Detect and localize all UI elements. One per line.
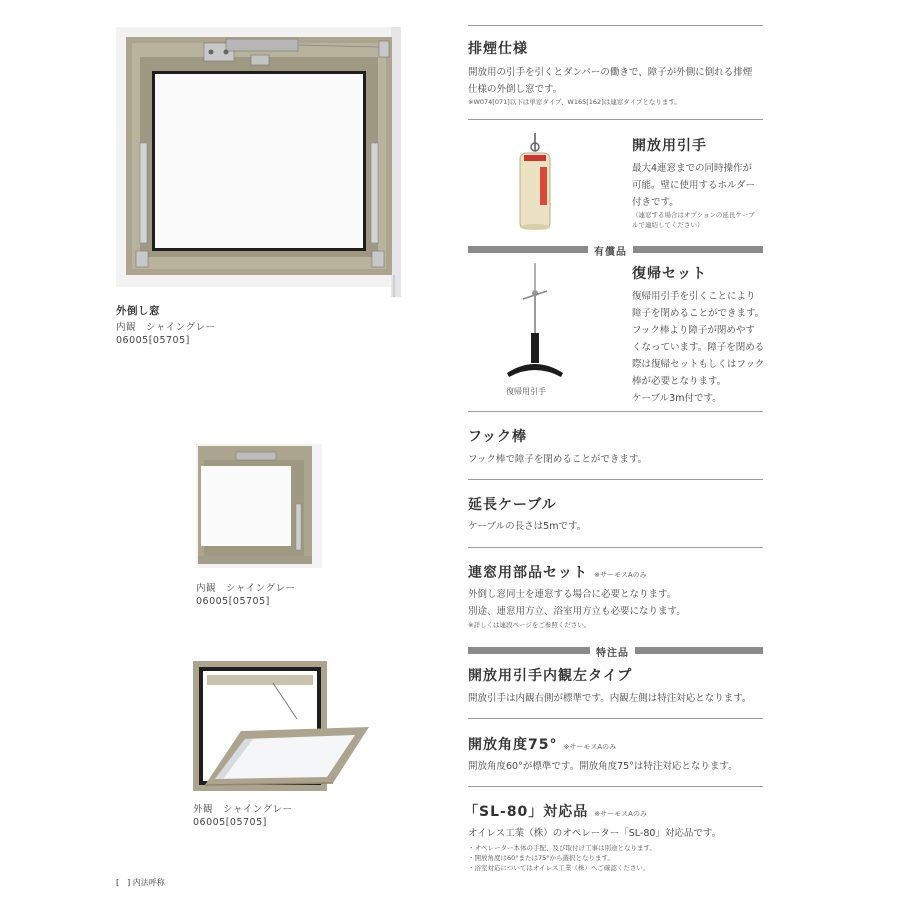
hook-body: フック棒で障子を閉めることができます。 bbox=[468, 454, 648, 465]
footer-note: [ ] 内法呼称 bbox=[116, 878, 165, 887]
third-window-caption-color: 外観 シャイングレー bbox=[193, 804, 293, 815]
sl80-title-note: ※サーモスAのみ bbox=[594, 810, 647, 818]
multi-body-line: 外倒し窓同士を連窓する場合に必要となります。 bbox=[468, 589, 677, 600]
return-handle-image-caption: 復帰用引手 bbox=[506, 387, 546, 396]
handle-body-line: 可能。壁に使用するホルダー bbox=[632, 180, 756, 191]
handle-note bbox=[632, 210, 755, 230]
handle-body bbox=[632, 160, 755, 211]
main-window-photo bbox=[116, 27, 401, 297]
smoke-body bbox=[468, 64, 752, 98]
main-window-caption-code: 06005[05705] bbox=[116, 335, 190, 346]
return-set-body-line: フック棒より障子が閉めやす bbox=[632, 325, 755, 336]
rule-top bbox=[468, 25, 763, 26]
smoke-body-line: 仕様の外倒し窓です。 bbox=[468, 84, 563, 95]
cable-title: 延長ケーブル bbox=[468, 497, 557, 513]
second-window-caption bbox=[196, 582, 296, 608]
angle-title bbox=[468, 734, 616, 754]
paid-item-label: 有償品 bbox=[588, 243, 633, 258]
sl80-body: オイレス工業（株）のオペレーター「SL-80」対応品です。 bbox=[468, 828, 722, 839]
return-handle-image bbox=[505, 263, 565, 383]
handle-title: 開放用引手 bbox=[632, 138, 707, 154]
special-item-label: 特注品 bbox=[590, 644, 635, 659]
rule bbox=[468, 479, 763, 480]
return-set-body-line: 障子を閉めることができます。 bbox=[632, 308, 765, 319]
handle-note-line: （連窓する場合はオプションの延長ケーブ bbox=[632, 211, 755, 219]
handle-note-line: ルで連結してください） bbox=[632, 221, 704, 229]
third-window-caption bbox=[193, 803, 293, 829]
return-set-body bbox=[632, 288, 764, 407]
left-type-body: 開放引手は内観右側が標準です。内観左側は特注対応となります。 bbox=[468, 693, 752, 704]
angle-body: 開放角度60°が標準です。開放角度75°は特注対応となります。 bbox=[468, 761, 738, 772]
multi-title-note: ※サーモスAのみ bbox=[594, 571, 647, 579]
angle-title-text: 開放角度75° bbox=[468, 737, 558, 753]
hook-title: フック棒 bbox=[468, 429, 528, 445]
rule bbox=[468, 411, 763, 412]
second-window-caption-color: 内観 シャイングレー bbox=[196, 583, 296, 594]
return-set-body-line: 復帰用引手を引くことにより bbox=[632, 291, 756, 302]
second-window-photo bbox=[196, 444, 322, 568]
multi-note: ※詳しくは連段ページをご参照ください。 bbox=[468, 621, 591, 629]
return-set-body-line: くなっています。障子を閉める bbox=[632, 342, 765, 353]
sl80-note-line: ・オペレーター本体の手配、及び取付け工事は別途となります。 bbox=[468, 844, 656, 852]
sl80-notes bbox=[468, 843, 656, 873]
sl80-note-line: ・浴室対応についてはオイレス工業（株）へご確認ください。 bbox=[468, 864, 650, 872]
main-window-caption bbox=[116, 305, 216, 347]
handle-body-line: 付きです。 bbox=[632, 197, 679, 208]
handle-image bbox=[512, 133, 558, 231]
rule bbox=[468, 786, 763, 787]
main-window-caption-title: 外倒し窓 bbox=[116, 305, 160, 317]
return-set-body-line: 際は復帰セットもしくはフック bbox=[632, 359, 765, 370]
return-set-body-line: 棒が必要となります。 bbox=[632, 376, 727, 387]
third-window-photo bbox=[193, 661, 371, 791]
rule bbox=[468, 718, 763, 719]
second-window-caption-code: 06005[05705] bbox=[196, 596, 270, 607]
return-set-body-line: ケーブル3m付です。 bbox=[632, 393, 722, 404]
cable-body: ケーブルの長さは5mです。 bbox=[468, 521, 587, 532]
sl80-title-text: 「SL-80」対応品 bbox=[464, 804, 589, 820]
rule bbox=[468, 547, 763, 548]
multi-title-text: 連窓用部品セット bbox=[468, 565, 588, 581]
return-set-title: 復帰セット bbox=[632, 266, 707, 282]
multi-body-line: 別途、連窓用方立、浴室用方立も必要になります。 bbox=[468, 606, 686, 617]
angle-title-note: ※サーモスAのみ bbox=[563, 743, 617, 751]
handle-body-line: 最大4連窓までの同時操作が bbox=[632, 163, 753, 174]
sl80-note-line: ・開放角度は60°または75°から選択となります。 bbox=[468, 854, 615, 862]
rule bbox=[468, 119, 763, 120]
smoke-body-line: 開放用の引手を引くとダンパーの働きで、障子が外側に倒れる排煙 bbox=[468, 67, 753, 78]
smoke-title: 排煙仕様 bbox=[468, 41, 528, 57]
main-window-caption-color: 内観 シャイングレー bbox=[116, 322, 216, 333]
left-type-title: 開放用引手内観左タイプ bbox=[468, 668, 633, 684]
third-window-caption-code: 06005[05705] bbox=[193, 817, 267, 828]
smoke-note: ※W074[071]以下は単窓タイプ、W165[162]は連窓タイプとなります。 bbox=[468, 98, 681, 106]
multi-body bbox=[468, 586, 686, 620]
multi-title bbox=[468, 562, 647, 582]
sl80-title bbox=[464, 801, 647, 821]
